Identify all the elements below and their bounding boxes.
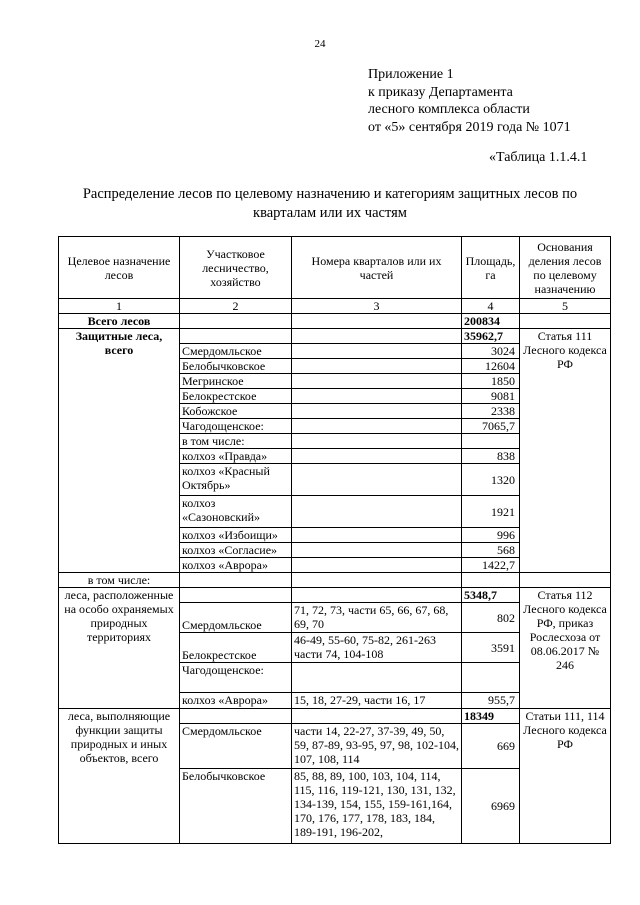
area-cell: 2338 bbox=[462, 404, 520, 419]
quarters-cell bbox=[292, 558, 462, 573]
forestry-cell: Смердомльское bbox=[180, 724, 292, 769]
table-label: «Таблица 1.1.4.1 bbox=[489, 150, 588, 165]
appendix-line: Приложение 1 bbox=[368, 67, 454, 82]
quarters-cell: 71, 72, 73, части 65, 66, 67, 68, 69, 70 bbox=[292, 603, 462, 633]
quarters-cell bbox=[292, 344, 462, 359]
specially-protected-row bbox=[59, 588, 611, 603]
empty-cell bbox=[180, 573, 292, 588]
col-number: 4 bbox=[462, 299, 520, 314]
forestry-cell: в том числе: bbox=[180, 434, 292, 449]
including-label: в том числе: bbox=[59, 573, 180, 588]
header-area: Площадь, га bbox=[462, 237, 520, 299]
specially-protected-label: леса, расположенные на особо охраняемых природных территориях bbox=[59, 588, 180, 709]
area-cell: 1850 bbox=[462, 374, 520, 389]
area-cell: 1320 bbox=[462, 464, 520, 496]
specially-protected-area: 5348,7 bbox=[462, 588, 520, 603]
functions-area: 18349 bbox=[462, 709, 520, 724]
forestry-cell: Мегринское bbox=[180, 374, 292, 389]
col-number: 5 bbox=[520, 299, 611, 314]
empty-cell bbox=[292, 329, 462, 344]
forest-distribution-table bbox=[58, 236, 611, 844]
header-purpose: Целевое назначение лесов bbox=[59, 237, 180, 299]
quarters-cell bbox=[292, 449, 462, 464]
area-cell: 9081 bbox=[462, 389, 520, 404]
protective-label: Защитные леса, всего bbox=[59, 329, 180, 573]
header-forestry: Участковое лесничество, хозяйство bbox=[180, 237, 292, 299]
area-cell bbox=[462, 434, 520, 449]
empty-cell bbox=[180, 314, 292, 329]
appendix-line: к приказу Департамента bbox=[368, 84, 513, 100]
quarters-cell bbox=[292, 419, 462, 434]
area-cell: 3024 bbox=[462, 344, 520, 359]
quarters-cell bbox=[292, 434, 462, 449]
col-number: 3 bbox=[292, 299, 462, 314]
total-area: 200834 bbox=[462, 314, 520, 329]
forestry-cell: Белобычковское bbox=[180, 359, 292, 374]
quarters-cell bbox=[292, 543, 462, 558]
quarters-cell: 85, 88, 89, 100, 103, 104, 114, 115, 116, 119-121, 130, 131, 132, 134-139, 154, 155, 159-161,164, 170, 176, 177, 178, 183, 184, 189-191, 196-202, bbox=[292, 769, 462, 844]
empty-cell bbox=[520, 573, 611, 588]
forestry-cell: колхоз «Согласие» bbox=[180, 543, 292, 558]
empty-cell bbox=[292, 588, 462, 603]
forestry-cell: Чагодощенское: bbox=[180, 663, 292, 693]
appendix-line: от «5» сентября 2019 года № 1071 bbox=[368, 119, 571, 135]
forestry-cell: Белобычковское bbox=[180, 769, 292, 844]
area-cell bbox=[462, 663, 520, 693]
forestry-cell: колхоз «Правда» bbox=[180, 449, 292, 464]
protective-row bbox=[59, 329, 611, 344]
empty-cell bbox=[180, 709, 292, 724]
quarters-cell bbox=[292, 404, 462, 419]
forestry-cell: колхоз «Избоищи» bbox=[180, 528, 292, 543]
quarters-cell bbox=[292, 374, 462, 389]
protective-area: 35962,7 bbox=[462, 329, 520, 344]
area-cell: 1921 bbox=[462, 496, 520, 528]
forestry-cell: Белокрестское bbox=[180, 389, 292, 404]
appendix-block bbox=[368, 66, 571, 136]
col-number: 2 bbox=[180, 299, 292, 314]
empty-cell bbox=[180, 329, 292, 344]
total-label: Всего лесов bbox=[59, 314, 180, 329]
area-cell: 669 bbox=[462, 724, 520, 769]
quarters-cell bbox=[292, 389, 462, 404]
quarters-cell: 46-49, 55-60, 75-82, 261-263 части 74, 104-108 bbox=[292, 633, 462, 663]
area-cell: 955,7 bbox=[462, 693, 520, 709]
functions-row bbox=[59, 709, 611, 724]
area-cell: 996 bbox=[462, 528, 520, 543]
area-cell: 838 bbox=[462, 449, 520, 464]
forestry-cell: колхоз «Аврора» bbox=[180, 693, 292, 709]
area-cell: 6969 bbox=[462, 769, 520, 844]
area-cell: 3591 bbox=[462, 633, 520, 663]
forestry-cell: Смердомльское bbox=[180, 344, 292, 359]
quarters-cell: 15, 18, 27-29, части 16, 17 bbox=[292, 693, 462, 709]
column-numbers-row bbox=[59, 299, 611, 314]
empty-cell bbox=[292, 573, 462, 588]
forestry-cell: колхоз «Красный Октябрь» bbox=[180, 464, 292, 496]
protective-basis: Статья 111 Лесного кодекса РФ bbox=[520, 329, 611, 573]
empty-cell bbox=[292, 709, 462, 724]
specially-protected-basis: Статья 112 Лесного кодекса РФ, приказ Рослесхоза от 08.06.2017 № 246 bbox=[520, 588, 611, 709]
quarters-cell bbox=[292, 496, 462, 528]
forestry-cell: Смердомльское bbox=[180, 603, 292, 633]
title-line: Распределение лесов по целевому назначению и категориям защитных лесов по bbox=[82, 186, 578, 202]
empty-cell bbox=[180, 588, 292, 603]
quarters-cell bbox=[292, 359, 462, 374]
header-basis: Основания деления лесов по целевому назначению bbox=[520, 237, 611, 299]
area-cell: 12604 bbox=[462, 359, 520, 374]
empty-cell bbox=[292, 314, 462, 329]
title-line: кварталам или их частям bbox=[253, 204, 407, 221]
forestry-cell: колхоз «Аврора» bbox=[180, 558, 292, 573]
col-number: 1 bbox=[59, 299, 180, 314]
forestry-cell: Чагодощенское: bbox=[180, 419, 292, 434]
functions-label: леса, выполняющие функции защиты природных и иных объектов, всего bbox=[59, 709, 180, 844]
empty-cell bbox=[462, 573, 520, 588]
including-row bbox=[59, 573, 611, 588]
area-cell: 7065,7 bbox=[462, 419, 520, 434]
area-cell: 1422,7 bbox=[462, 558, 520, 573]
appendix-line: лесного комплекса области bbox=[368, 102, 530, 117]
header-row bbox=[59, 237, 611, 299]
functions-basis: Статьи 111, 114 Лесного кодекса РФ bbox=[520, 709, 611, 844]
document-title bbox=[60, 185, 600, 222]
quarters-cell bbox=[292, 528, 462, 543]
forestry-cell: Белокрестское bbox=[180, 633, 292, 663]
empty-cell bbox=[520, 314, 611, 329]
forestry-cell: Кобожское bbox=[180, 404, 292, 419]
forestry-cell: колхоз «Сазоновский» bbox=[180, 496, 292, 528]
area-cell: 802 bbox=[462, 603, 520, 633]
area-cell: 568 bbox=[462, 543, 520, 558]
header-quarters: Номера кварталов или их частей bbox=[292, 237, 462, 299]
page-number: 24 bbox=[314, 38, 326, 50]
total-row bbox=[59, 314, 611, 329]
quarters-cell: части 14, 22-27, 37-39, 49, 50, 59, 87-89, 93-95, 97, 98, 102-104, 107, 108, 114 bbox=[292, 724, 462, 769]
quarters-cell bbox=[292, 464, 462, 496]
quarters-cell bbox=[292, 663, 462, 693]
